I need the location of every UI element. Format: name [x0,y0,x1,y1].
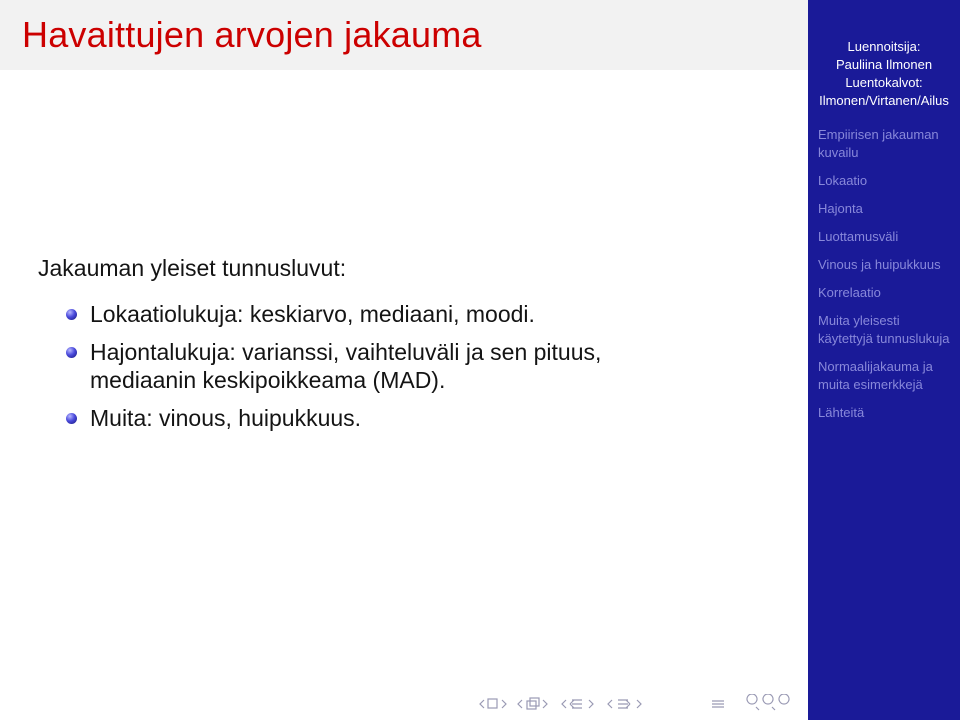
bullet-text: Lokaatiolukuja: keskiarvo, mediaani, moodi. [90,301,535,327]
nav-presentation-next-icon[interactable] [637,700,641,708]
nav-subsection-next-icon[interactable] [543,700,547,708]
bullet-text: Hajontalukuja: varianssi, vaihteluväli ja sen pituus, [90,339,602,365]
sidebar-item-muita-tunnuslukuja[interactable]: Muita yleisesti käytettyjä tunnuslukuja [818,313,950,346]
slide-content [38,255,798,442]
nav-section-icon[interactable] [570,700,582,708]
bullet-list [38,300,798,432]
author-name: Pauliina Ilmonen [835,57,933,72]
nav-frame-icon[interactable] [488,699,497,708]
sidebar-item-lokaatio[interactable]: Lokaatio [818,173,868,188]
ball-bullet-icon [66,347,77,358]
sidebar-item-empiirisen-jakauman-kuvailu[interactable]: Empiirisen jakauman kuvailu [818,127,939,160]
sidebar-item-normaalijakauma[interactable]: Normaalijakauma ja muita esimerkkejä [818,359,933,392]
nav-subsection-icon[interactable] [527,698,539,709]
bullet-item [38,338,798,394]
bullet-item [38,300,798,328]
sidebar-item-lahteita[interactable]: Lähteitä [818,405,865,420]
ball-bullet-icon [66,413,77,424]
navigation-symbols-svg [476,694,796,714]
nav-search-icon[interactable] [747,694,789,710]
sidebar [808,0,960,720]
content-heading: Jakauman yleiset tunnusluvut: [38,255,347,281]
nav-align-icon[interactable] [712,701,724,707]
navigation-symbols [476,694,796,714]
sidebar-item-luottamusvali[interactable]: Luottamusväli [818,229,899,244]
nav-section-prev-icon[interactable] [562,700,566,708]
sidebar-item-vinous-ja-huipukkuus[interactable]: Vinous ja huipukkuus [818,257,941,272]
slides-label: Luentokalvot: [845,75,923,90]
nav-frame-prev-icon[interactable] [480,700,484,708]
nav-frame-next-icon[interactable] [502,700,506,708]
ball-bullet-icon [66,309,77,320]
sidebar-item-hajonta[interactable]: Hajonta [818,201,863,216]
bullet-item [38,404,798,432]
slide-title: Havaittujen arvojen jakauma [22,14,482,55]
author-label: Luennoitsija: [847,39,921,54]
sidebar-author-block [808,38,960,110]
title-bar [0,0,808,70]
slides-authors: Ilmonen/Virtanen/Ailus [819,93,949,108]
sidebar-nav [818,126,958,432]
nav-presentation-prev-icon[interactable] [608,700,612,708]
nav-subsection-prev-icon[interactable] [518,700,522,708]
nav-section-next-icon[interactable] [589,700,593,708]
nav-presentation-icon[interactable] [618,700,630,708]
sidebar-item-korrelaatio[interactable]: Korrelaatio [818,285,881,300]
bullet-text-continuation: mediaanin keskipoikkeama (MAD). [90,367,446,393]
bullet-text: Muita: vinous, huipukkuus. [90,405,362,431]
